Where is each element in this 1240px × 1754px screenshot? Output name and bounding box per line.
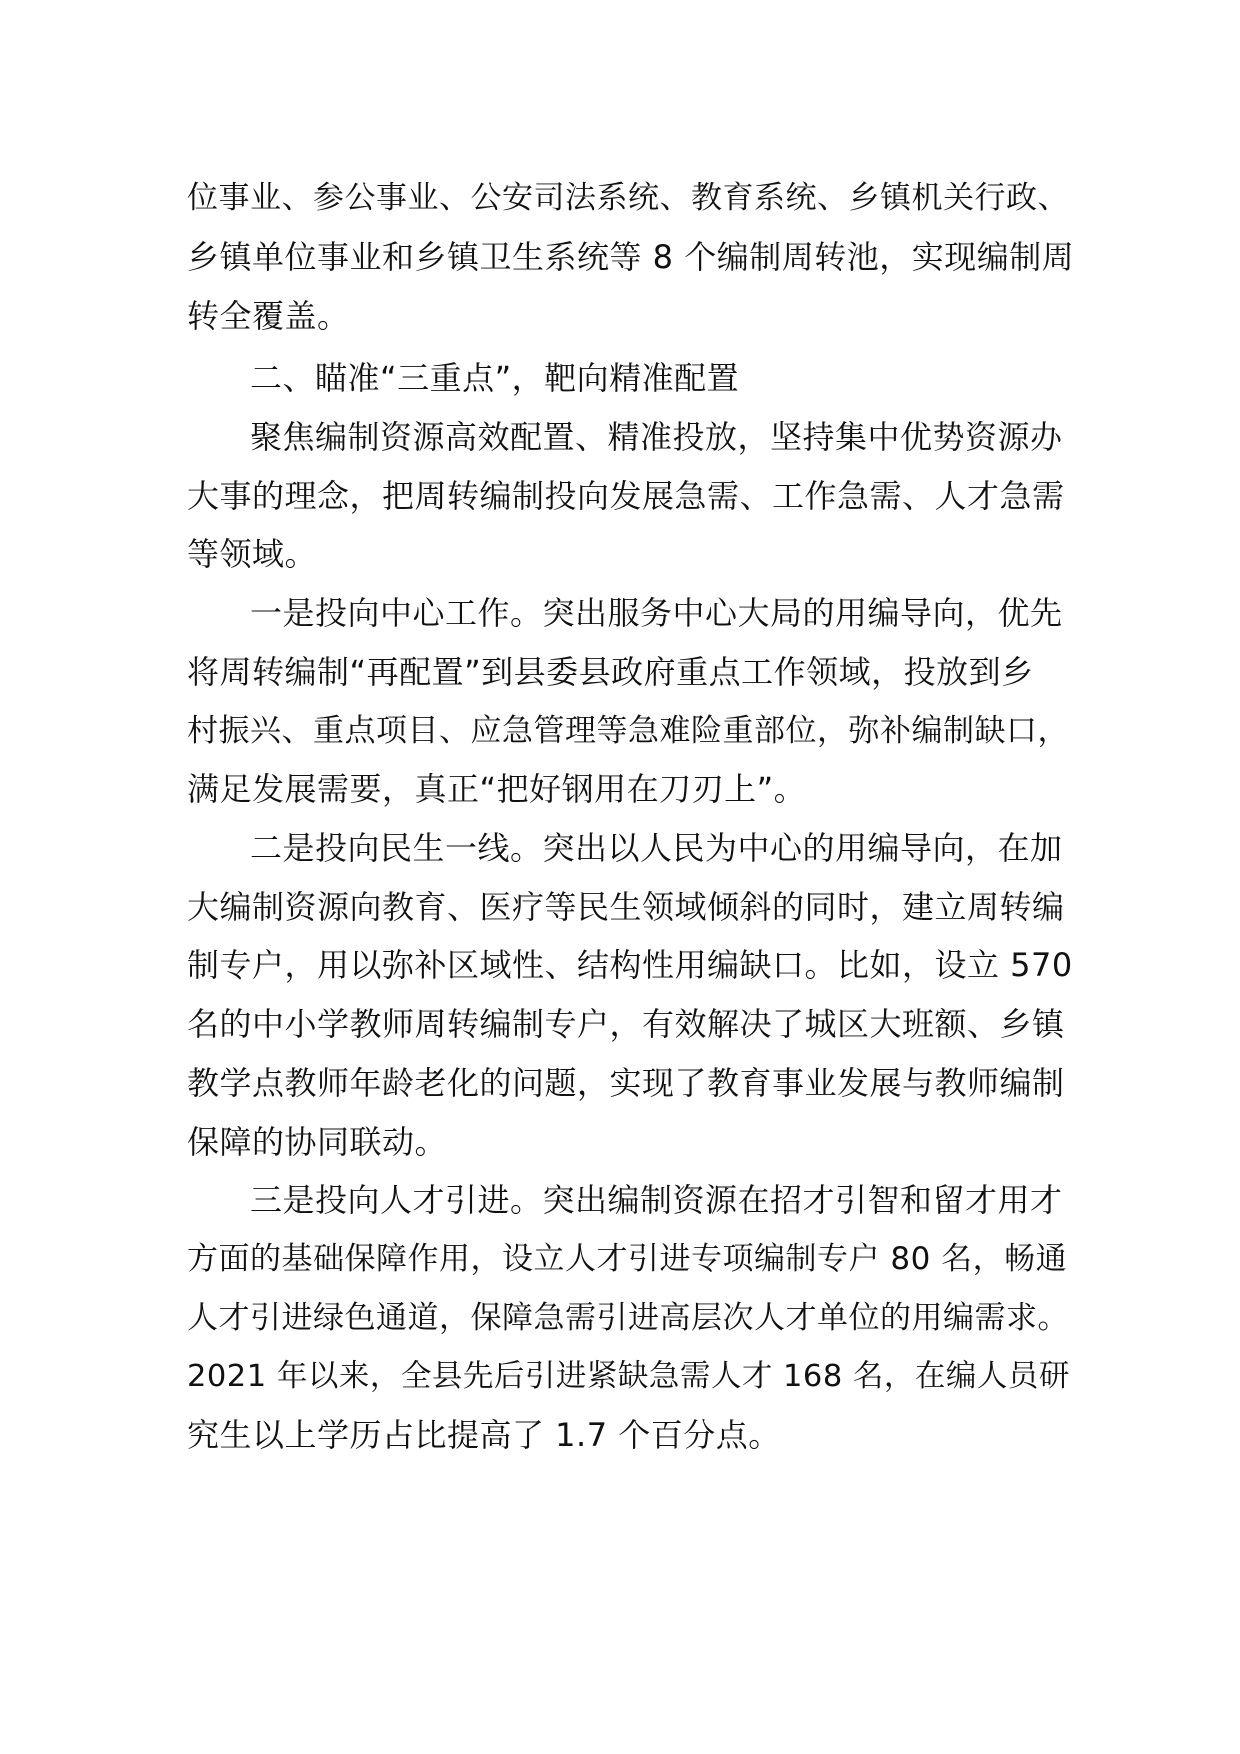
text-line: 大编制资源向教育、医疗等民生领域倾斜的同时，建立周转编 bbox=[187, 888, 1065, 926]
text-line: 制专户，用以弥补区域性、结构性用编缺口。比如，设立 570 bbox=[187, 946, 1073, 984]
paragraph-first-line: 一是投向中心工作。突出服务中心大局的用编导向，优先 bbox=[250, 594, 1063, 632]
text-line: 保障的协同联动。 bbox=[187, 1123, 448, 1161]
text-line: 教学点教师年龄老化的问题，实现了教育事业发展与教师编制 bbox=[187, 1064, 1065, 1102]
text-line: 位事业、参公事业、公安司法系统、教育系统、乡镇机关行政、 bbox=[187, 180, 1069, 216]
text-line: 将周转编制“再配置”到县委县政府重点工作领域，投放到乡 bbox=[187, 653, 1034, 691]
text-line: 乡镇单位事业和乡镇卫生系统等 8 个编制周转池，实现编制周 bbox=[187, 238, 1075, 276]
paragraph-first-line: 三是投向人才引进。突出编制资源在招才引智和留才用才 bbox=[250, 1181, 1063, 1219]
text-line: 方面的基础保障作用，设立人才引进专项编制专户 80 名，畅通 bbox=[187, 1241, 1068, 1277]
text-line: 名的中小学教师周转编制专户，有效解决了城区大班额、乡镇 bbox=[187, 1005, 1065, 1043]
text-line: 2021 年以来，全县先后引进紧缺急需人才 168 名，在编人员研 bbox=[187, 1359, 1070, 1394]
text-line: 转全覆盖。 bbox=[187, 297, 350, 335]
text-line: 满足发展需要，真正“把好钢用在刀刃上”。 bbox=[187, 770, 807, 808]
text-line: 村振兴、重点项目、应急管理等急难险重部位，弥补编制缺口， bbox=[187, 713, 1069, 749]
paragraph-first-line: 聚焦编制资源高效配置、精准投放，坚持集中优势资源办 bbox=[250, 418, 1063, 456]
text-line: 等领域。 bbox=[187, 535, 318, 573]
text-line: 大事的理念，把周转编制投向发展急需、工作急需、人才急需 bbox=[187, 477, 1065, 515]
text-line: 人才引进绿色通道，保障急需引进高层次人才单位的用编需求。 bbox=[187, 1300, 1069, 1336]
text-line: 究生以上学历占比提高了 1.7 个百分点。 bbox=[187, 1416, 781, 1454]
paragraph-first-line: 二是投向民生一线。突出以人民为中心的用编导向，在加 bbox=[250, 829, 1063, 867]
section-heading: 二、瞄准“三重点”，靶向精准配置 bbox=[250, 359, 740, 397]
